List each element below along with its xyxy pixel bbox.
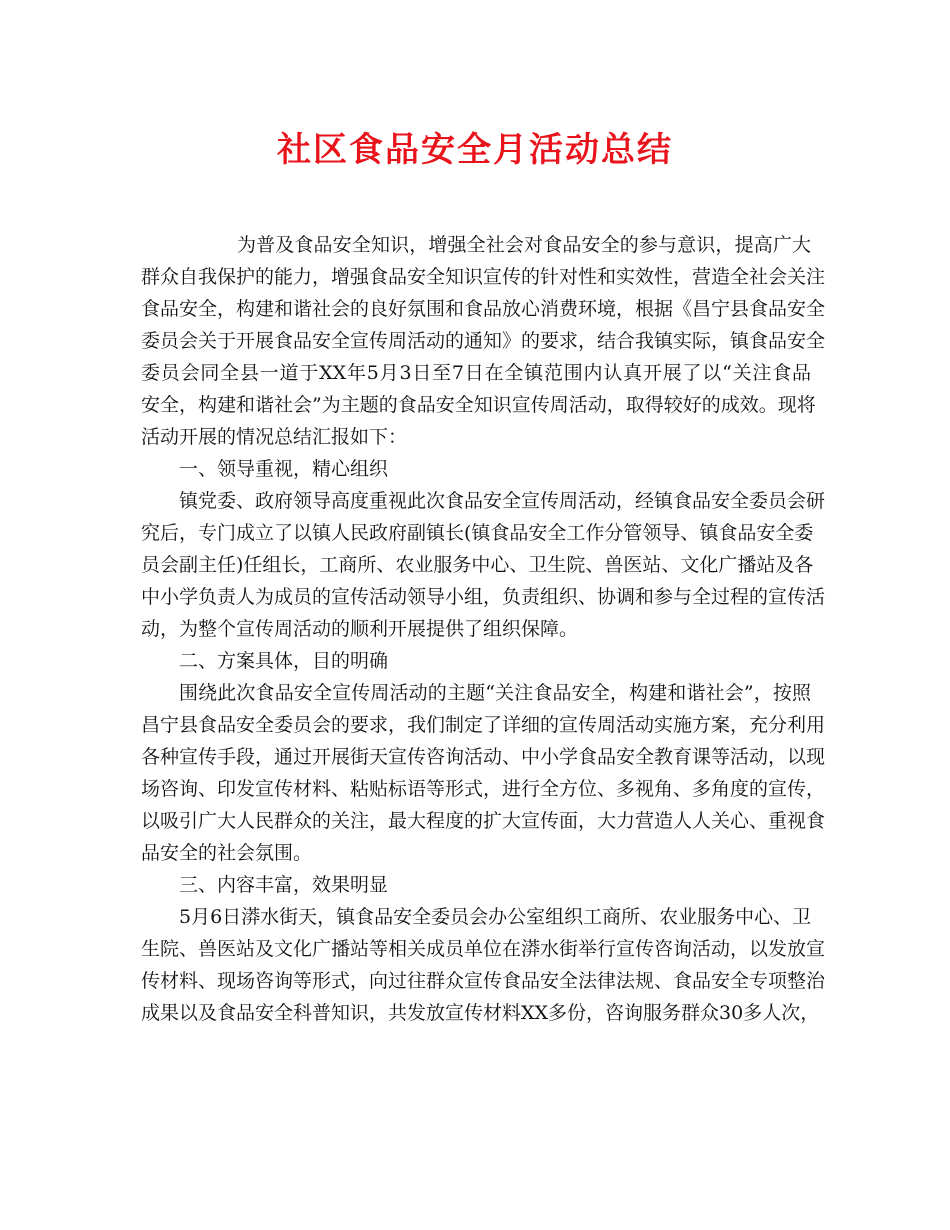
paragraph-4-line-2: 生院、兽医站及文化广播站等相关成员单位在漭水街举行宣传咨询活动，以发放宣 [141, 938, 826, 960]
paragraph-4-line-3: 传材料、现场咨询等形式，向过往群众宣传食品安全法律法规、食品安全专项整治 [141, 970, 826, 992]
section-heading-2: 二、方案具体，目的明确 [179, 650, 389, 672]
paragraph-4-line-1: 5月6日漭水街天，镇食品安全委员会办公室组织工商所、农业服务中心、卫 [179, 906, 812, 928]
paragraph-3-line-1: 围绕此次食品安全宣传周活动的主题“关注食品安全，构建和谐社会”，按照 [179, 682, 811, 704]
paragraph-3-line-3: 各种宣传手段，通过开展街天宣传咨询活动、中小学食品安全教育课等活动，以现 [141, 746, 826, 768]
paragraph-2-line-5: 动，为整个宣传周活动的顺利开展提供了组织保障。 [141, 618, 579, 640]
paragraph-2-line-1: 镇党委、政府领导高度重视此次食品安全宣传周活动，经镇食品安全委员会研 [179, 490, 826, 512]
paragraph-3-line-4: 场咨询、印发宣传材料、粘贴标语等形式，进行全方位、多视角、多角度的宣传， [141, 778, 826, 800]
paragraph-1-line-7: 活动开展的情况总结汇报如下： [141, 426, 408, 448]
section-heading-1: 一、领导重视，精心组织 [179, 458, 389, 480]
paragraph-2-line-3: 员会副主任)任组长，工商所、农业服务中心、卫生院、兽医站、文化广播站及各 [141, 554, 814, 576]
document-title: 社区食品安全月活动总结 [277, 130, 673, 170]
paragraph-3-line-2: 昌宁县食品安全委员会的要求，我们制定了详细的宣传周活动实施方案，充分利用 [141, 714, 826, 736]
paragraph-1-line-5: 委员会同全县一道于XX年5月3日至7日在全镇范围内认真开展了以“关注食品 [141, 362, 811, 384]
paragraph-1-line-1: 为普及食品安全知识，增强全社会对食品安全的参与意识，提高广大 [237, 234, 811, 256]
paragraph-4-line-4: 成果以及食品安全科普知识，共发放宣传材料XX多份，咨询服务群众30多人次， [141, 1002, 820, 1024]
document-body [141, 229, 826, 1029]
paragraph-3-line-6: 品安全的社会氛围。 [141, 842, 313, 864]
paragraph-2-line-4: 中小学负责人为成员的宣传活动领导小组，负责组织、协调和参与全过程的宣传活 [141, 586, 826, 608]
paragraph-3-line-5: 以吸引广大人民群众的关注，最大程度的扩大宣传面，大力营造人人关心、重视食 [141, 810, 826, 832]
paragraph-1-line-6: 安全，构建和谐社会”为主题的食品安全知识宣传周活动，取得较好的成效。现将 [141, 394, 816, 416]
paragraph-1-line-2: 群众自我保护的能力，增强食品安全知识宣传的针对性和实效性，营造全社会关注 [141, 266, 826, 288]
section-heading-3: 三、内容丰富，效果明显 [179, 874, 389, 896]
paragraph-2-line-2: 究后，专门成立了以镇人民政府副镇长(镇食品安全工作分管领导、镇食品安全委 [141, 522, 814, 544]
paragraph-1-line-4: 委员会关于开展食品安全宣传周活动的通知》的要求，结合我镇实际，镇食品安全 [141, 330, 826, 352]
paragraph-1-line-3: 食品安全，构建和谐社会的良好氛围和食品放心消费环境，根据《昌宁县食品安全 [141, 298, 826, 320]
